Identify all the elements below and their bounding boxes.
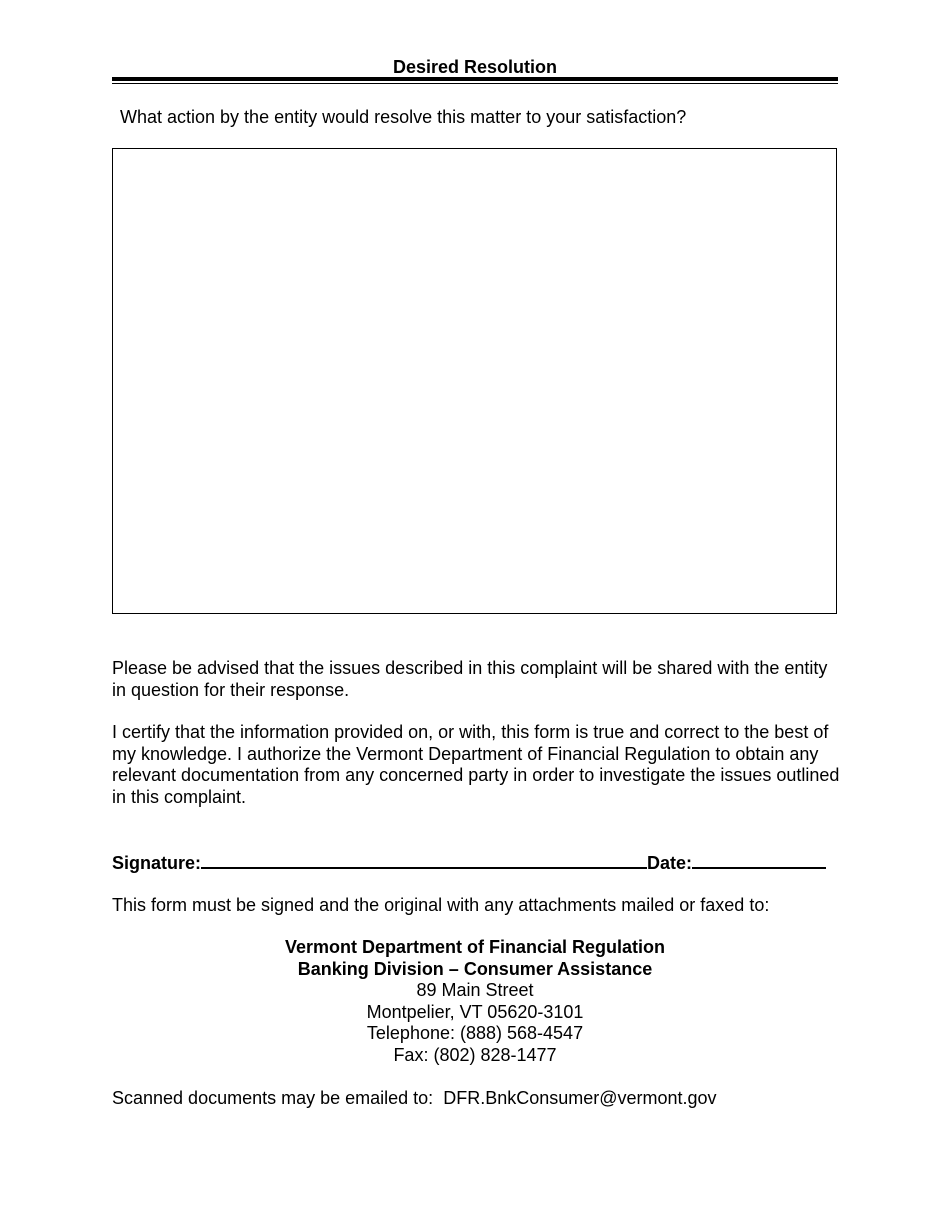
date-field[interactable] [692, 851, 826, 869]
resolution-answer-box[interactable] [112, 148, 837, 614]
address-city: Montpelier, VT 05620-3101 [366, 1001, 584, 1022]
signature-row [112, 851, 842, 874]
email-label: Scanned documents may be emailed to: [112, 1088, 444, 1108]
title-rule-thick [112, 77, 838, 81]
signature-field[interactable] [201, 851, 647, 869]
mailing-instruction: This form must be signed and the original with any attachments mailed or faxed to: [112, 895, 770, 915]
address-fax: Fax: (802) 828-1477 [393, 1044, 557, 1065]
advisory-paragraph: Please be advised that the issues described in this complaint will be shared with the entity in question for their response. [112, 658, 828, 700]
title-rule-thin [112, 83, 838, 84]
address-telephone: Telephone: (888) 568-4547 [366, 1023, 584, 1043]
email-line [112, 1087, 717, 1109]
address-street: 89 Main Street [416, 980, 534, 1000]
section-title: Desired Resolution [392, 57, 558, 77]
address-org: Vermont Department of Financial Regulation [284, 937, 666, 957]
date-label: Date: [647, 853, 693, 873]
certification-paragraph: I certify that the information provided on, or with, this form is true and correct to the best of my knowledge. I authorize the Vermont Department of Financial Regulation to obtain any relevant documentation from any concerned party in order to investigate the issues outlined in this complaint. [112, 722, 840, 807]
mailing-address [112, 937, 838, 1066]
address-division: Banking Division – Consumer Assistance [297, 958, 653, 979]
email-link[interactable]: DFR.BnkConsumer@vermont.gov [443, 1088, 717, 1108]
signature-label: Signature: [112, 853, 202, 873]
resolution-question: What action by the entity would resolve this matter to your satisfaction? [120, 107, 687, 127]
